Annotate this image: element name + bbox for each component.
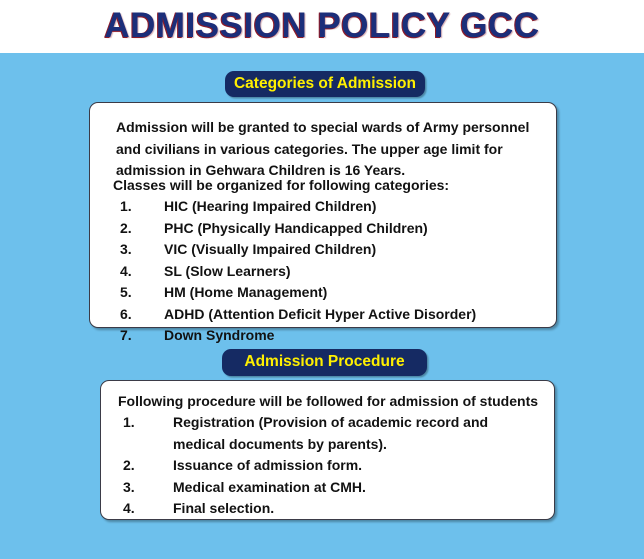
list-item-label: HIC (Hearing Impaired Children): [164, 198, 377, 214]
list-item-number: 4.: [123, 500, 135, 516]
content-box-procedure: [100, 380, 555, 520]
list-item-label: Issuance of admission form.: [173, 457, 363, 473]
list-item: [120, 196, 540, 218]
content-box-categories: [89, 102, 557, 343]
list-item-number: 3.: [120, 241, 132, 257]
list-item-number: 2.: [123, 457, 135, 473]
list-item-label: Down Syndrome: [164, 327, 275, 343]
list-item-label: PHC (Physically Handicapped Children): [164, 219, 428, 236]
list-item-label: VIC (Visually Impaired Children): [164, 241, 377, 257]
categories-intro-text: Admission will be granted to special wards of Army personnel and civilians in various categories. The upper age limit for admission in Gehwara Children is 16 Years.: [116, 119, 530, 178]
list-item: [120, 304, 540, 326]
categories-list: [120, 196, 540, 347]
list-item-label: Final selection.: [173, 500, 275, 516]
list-item-number: 2.: [120, 219, 132, 236]
list-item: [120, 282, 540, 304]
list-item: [123, 412, 543, 455]
list-item-number: 6.: [120, 305, 132, 322]
list-item-number: 5.: [120, 284, 132, 300]
list-item-number: 3.: [123, 478, 135, 495]
section-banner-procedure: Admission Procedure: [222, 349, 427, 376]
list-item-number: 1.: [120, 198, 132, 214]
categories-lead-text: Classes will be organized for following categories:: [113, 177, 450, 193]
list-item: [120, 218, 540, 240]
list-item: [120, 261, 540, 283]
list-item-number: 7.: [120, 327, 132, 343]
list-item-label: Medical examination at CMH.: [173, 478, 366, 495]
list-item-label: ADHD (Attention Deficit Hyper Active Disorder): [164, 305, 477, 322]
list-item-label: Registration (Provision of academic record and medical documents by parents).: [173, 414, 489, 452]
list-item: [123, 498, 543, 520]
list-item-label: HM (Home Management): [164, 284, 328, 300]
list-item-number: 4.: [120, 262, 132, 279]
list-item: [123, 455, 543, 477]
list-item: [120, 239, 540, 261]
list-item: [123, 477, 543, 499]
procedure-list: [123, 412, 543, 520]
section-banner-categories: Categories of Admission: [225, 71, 425, 97]
list-item: [120, 325, 540, 347]
procedure-intro-text: Following procedure will be followed for admission of students: [118, 393, 539, 409]
page-title: ADMISSION POLICY GCC: [104, 6, 540, 45]
list-item-number: 1.: [123, 414, 135, 430]
list-item-label: SL (Slow Learners): [164, 262, 291, 279]
